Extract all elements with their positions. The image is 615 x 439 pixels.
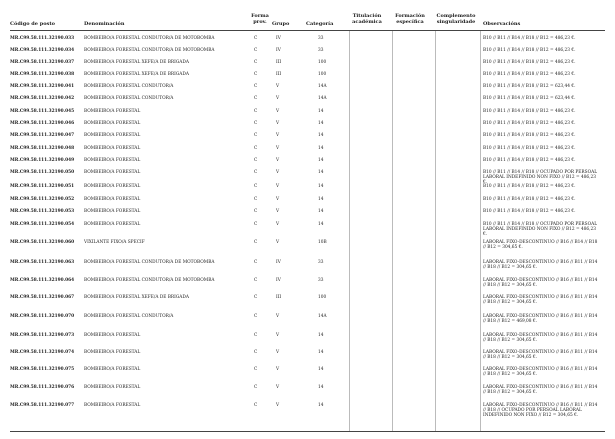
row-grupo: V [276,121,280,126]
row-denominacion: BOMBEIRO/A FORESTAL [84,158,141,163]
row-grupo: V [276,170,280,175]
footer-rule [10,431,605,432]
row-denominacion: BOMBEIRO/A FORESTAL XEFE/A DE BRIGADA [84,295,189,300]
row-forma-prov: C [254,295,258,300]
row-categoria: 14 [318,184,324,189]
row-grupo: V [276,333,280,338]
row-codigo: MR.C99.58.111.32190.038 [10,72,75,77]
row-forma-prov: C [254,278,258,283]
row-forma-prov: C [254,403,258,408]
row-forma-prov: C [254,96,258,101]
row-grupo: V [276,385,280,390]
row-forma-prov: C [254,84,258,89]
row-codigo: MR.C99.58.111.32190.041 [10,84,75,89]
row-codigo: MR.C99.58.111.32190.054 [10,222,75,227]
row-denominacion: BOMBEIRO/A FORESTAL [84,385,141,390]
row-categoria: 10B [318,240,327,245]
row-forma-prov: C [254,184,258,189]
column-divider [349,31,350,431]
row-denominacion: BOMBEIRO/A FORESTAL CONDUTOR/A [84,314,174,319]
row-forma-prov: C [254,314,258,319]
row-grupo: III [276,295,282,300]
row-denominacion: BOMBEIRO/A FORESTAL [84,146,141,151]
row-denominacion: BOMBEIRO/A FORESTAL [84,209,141,214]
row-observacions: B10 // B11 // B14 // B18 // OCUPADO POR PERSOAL LABORAL INDEFINIDO NON FIXO // B12 = 486,23 €. [483,222,598,237]
row-codigo: MR.C99.58.111.32190.037 [10,60,75,65]
row-observacions: LABORAL FIXO-DESCONTINUO // B16 // B11 // B14 // B18 // OCUPADO POR PERSOAL LABORAL INDEFINIDO NON FIXO // B12 = 304,65 €. [483,403,598,418]
row-forma-prov: C [254,146,258,151]
row-codigo: MR.C99.58.111.32190.033 [10,36,75,41]
row-codigo: MR.C99.58.111.32190.073 [10,333,75,338]
row-observacions: B10 // B11 // B14 // B18 // B12 = 486,23 €. [483,197,576,202]
header-observacions: Observacións [483,21,521,27]
row-forma-prov: C [254,240,258,245]
row-observacions: B10 // B11 // B14 // B18 // B12 = 486,23 €. [483,109,576,114]
row-categoria: 14 [318,333,324,338]
header-complemento: Complemento singularidade [436,13,476,25]
row-codigo: MR.C99.58.111.32190.046 [10,121,75,126]
row-categoria: 100 [318,72,327,77]
row-grupo: III [276,72,282,77]
row-denominacion: VIXILANTE FIXO/A SPECIF [84,240,145,245]
row-forma-prov: C [254,170,258,175]
row-observacions: LABORAL FIXO-DESCONTINUO // B16 // B11 // B14 // B18 // B12 = 304,65 €. [483,278,598,288]
row-denominacion: BOMBEIRO/A FORESTAL CONDUTOR/A DE MOTOBOMBA [84,278,215,283]
row-codigo: MR.C99.58.111.32190.052 [10,197,75,202]
row-forma-prov: C [254,133,258,138]
row-categoria: 14 [318,350,324,355]
row-denominacion: BOMBEIRO/A FORESTAL CONDUTOR/A [84,96,174,101]
row-observacions: B10 // B11 // B14 // B18 // B12 = 486,23 €. [483,158,576,163]
column-divider [435,31,436,431]
row-observacions: B10 // B11 // B14 // B18 // B12 = 486,23 €. [483,60,576,65]
row-denominacion: BOMBEIRO/A FORESTAL CONDUTOR/A [84,84,174,89]
row-grupo: V [276,84,280,89]
row-denominacion: BOMBEIRO/A FORESTAL [84,222,141,227]
row-observacions: LABORAL FIXO-DESCONTINUO // B16 // B11 // B14 // B18 // B12 = 304,65 €. [483,333,598,343]
row-denominacion: BOMBEIRO/A FORESTAL [84,170,141,175]
row-grupo: V [276,240,280,245]
row-forma-prov: C [254,36,258,41]
row-grupo: V [276,197,280,202]
row-denominacion: BOMBEIRO/A FORESTAL XEFE/A DE BRIGADA [84,72,189,77]
row-grupo: V [276,222,280,227]
row-categoria: 14 [318,197,324,202]
row-observacions: LABORAL FIXO-DESCONTINUO // B16 // B11 // B14 // B18 // B12 = 469,08 €. [483,314,598,324]
row-categoria: 14A [318,96,327,101]
row-categoria: 33 [318,278,324,283]
row-grupo: V [276,184,280,189]
row-codigo: MR.C99.58.111.32190.045 [10,109,75,114]
row-codigo: MR.C99.58.111.32190.042 [10,96,75,101]
row-categoria: 14A [318,314,327,319]
row-grupo: V [276,109,280,114]
column-divider [392,31,393,431]
row-forma-prov: C [254,72,258,77]
row-codigo: MR.C99.58.111.32190.034 [10,48,75,53]
row-denominacion: BOMBEIRO/A FORESTAL [84,184,141,189]
row-denominacion: BOMBEIRO/A FORESTAL [84,133,141,138]
row-categoria: 33 [318,48,324,53]
row-observacions: LABORAL FIXO-DESCONTINUO // B16 // B11 // B14 // B18 // B12 = 304,65 €. [483,260,598,270]
row-grupo: V [276,209,280,214]
row-categoria: 100 [318,60,327,65]
header-forma-prov: Forma prov. [251,13,269,25]
row-denominacion: BOMBEIRO/A FORESTAL CONDUTOR/A DE MOTOBOMBA [84,48,215,53]
row-denominacion: BOMBEIRO/A FORESTAL CONDUTOR/A DE MOTOBOMBA [84,260,215,265]
row-forma-prov: C [254,367,258,372]
row-denominacion: BOMBEIRO/A FORESTAL XEFE/A DE BRIGADA [84,60,189,65]
row-observacions: B10 // B11 // B14 // B18 // B12 = 623,44 €. [483,96,576,101]
row-categoria: 33 [318,36,324,41]
row-forma-prov: C [254,222,258,227]
row-codigo: MR.C99.58.111.32190.074 [10,350,75,355]
row-grupo: V [276,367,280,372]
row-grupo: IV [276,36,281,41]
row-grupo: III [276,60,282,65]
row-denominacion: BOMBEIRO/A FORESTAL [84,350,141,355]
row-codigo: MR.C99.58.111.32190.070 [10,314,75,319]
row-denominacion: BOMBEIRO/A FORESTAL [84,109,141,114]
header-titulacion: Titulación académica [352,13,382,25]
row-categoria: 100 [318,295,327,300]
row-denominacion: BOMBEIRO/A FORESTAL [84,197,141,202]
row-grupo: IV [276,48,281,53]
row-observacions: LABORAL FIXO-DESCONTINUO // B16 // B11 // B14 // B18 // B12 = 304,65 €. [483,295,598,305]
row-categoria: 14 [318,170,324,175]
row-categoria: 14 [318,385,324,390]
row-observacions: B10 // B11 // B14 // B18 // B12 = 623,44 €. [483,84,576,89]
row-categoria: 14 [318,222,324,227]
row-observacions: LABORAL FIXO-DESCONTINUO // B16 // B11 // B14 // B18 // B12 = 304,65 €. [483,350,598,360]
row-denominacion: BOMBEIRO/A FORESTAL CONDUTOR/A DE MOTOBOMBA [84,36,215,41]
row-forma-prov: C [254,121,258,126]
row-forma-prov: C [254,60,258,65]
row-grupo: V [276,133,280,138]
row-grupo: V [276,314,280,319]
row-grupo: V [276,403,280,408]
row-codigo: MR.C99.58.111.32190.064 [10,278,75,283]
row-observacions: LABORAL FIXO-DESCONTINUO // B16 // B11 // B14 // B18 // B12 = 304,65 €. [483,367,598,377]
row-codigo: MR.C99.58.111.32190.047 [10,133,75,138]
header-denominacion: Denominación [84,21,125,27]
row-observacions: LABORAL FIXO-DESCONTINUO // B16 // B14 // B18 // B12 = 304,65 €. [483,240,598,250]
row-observacions: B10 // B11 // B14 // B18 // B12 = 486,23 €. [483,209,576,214]
row-grupo: IV [276,260,281,265]
row-categoria: 14A [318,84,327,89]
row-categoria: 33 [318,260,324,265]
row-forma-prov: C [254,385,258,390]
row-forma-prov: C [254,197,258,202]
header-rule [10,30,605,31]
row-codigo: MR.C99.58.111.32190.076 [10,385,75,390]
row-grupo: V [276,96,280,101]
row-codigo: MR.C99.58.111.32190.075 [10,367,75,372]
row-codigo: MR.C99.58.111.32190.077 [10,403,75,408]
row-observacions: B10 // B11 // B14 // B18 // OCUPADO POR PERSOAL LABORAL INDEFINIDO NON FIXO // B12 = 486,23 €. [483,170,598,185]
row-observacions: B10 // B11 // B14 // B18 // B12 = 486,23 €. [483,121,576,126]
row-denominacion: BOMBEIRO/A FORESTAL [84,403,141,408]
row-categoria: 14 [318,146,324,151]
row-observacions: B10 // B11 // B14 // B18 // B12 = 486,23 €. [483,133,576,138]
row-grupo: V [276,158,280,163]
row-categoria: 14 [318,109,324,114]
row-codigo: MR.C99.58.111.32190.063 [10,260,75,265]
row-forma-prov: C [254,158,258,163]
row-observacions: B10 // B11 // B14 // B18 // B12 = 486,23 €. [483,72,576,77]
row-grupo: V [276,350,280,355]
row-codigo: MR.C99.58.111.32190.053 [10,209,75,214]
row-codigo: MR.C99.58.111.32190.049 [10,158,75,163]
row-codigo: MR.C99.58.111.32190.051 [10,184,75,189]
row-categoria: 14 [318,121,324,126]
row-categoria: 14 [318,209,324,214]
header-formacion: Formación específica [395,13,425,25]
row-codigo: MR.C99.58.111.32190.050 [10,170,75,175]
row-categoria: 14 [318,133,324,138]
row-observacions: B10 // B11 // B14 // B18 // B12 = 486,23 €. [483,146,576,151]
row-codigo: MR.C99.58.111.32190.060 [10,240,75,245]
row-grupo: IV [276,278,281,283]
row-forma-prov: C [254,109,258,114]
row-codigo: MR.C99.58.111.32190.067 [10,295,75,300]
row-grupo: V [276,146,280,151]
row-denominacion: BOMBEIRO/A FORESTAL [84,367,141,372]
row-observacions: B10 // B11 // B14 // B18 // B12 = 486,23 €. [483,48,576,53]
row-forma-prov: C [254,209,258,214]
row-denominacion: BOMBEIRO/A FORESTAL [84,333,141,338]
row-codigo: MR.C99.58.111.32190.048 [10,146,75,151]
row-categoria: 14 [318,158,324,163]
row-denominacion: BOMBEIRO/A FORESTAL [84,121,141,126]
row-observacions: B10 // B11 // B14 // B18 // B12 = 486,23 €. [483,36,576,41]
row-observacions: LABORAL FIXO-DESCONTINUO // B16 // B11 // B14 // B18 // B12 = 304,65 €. [483,385,598,395]
header-grupo: Grupo [272,21,290,27]
header-codigo: Código de posto [10,21,55,27]
row-categoria: 14 [318,367,324,372]
row-categoria: 14 [318,403,324,408]
header-categoria: Categoría [306,21,334,27]
row-forma-prov: C [254,350,258,355]
row-forma-prov: C [254,260,258,265]
column-divider [480,31,481,431]
row-forma-prov: C [254,333,258,338]
row-forma-prov: C [254,48,258,53]
row-observacions: B10 // B11 // B14 // B18 // B12 = 486,23 €. [483,184,576,189]
